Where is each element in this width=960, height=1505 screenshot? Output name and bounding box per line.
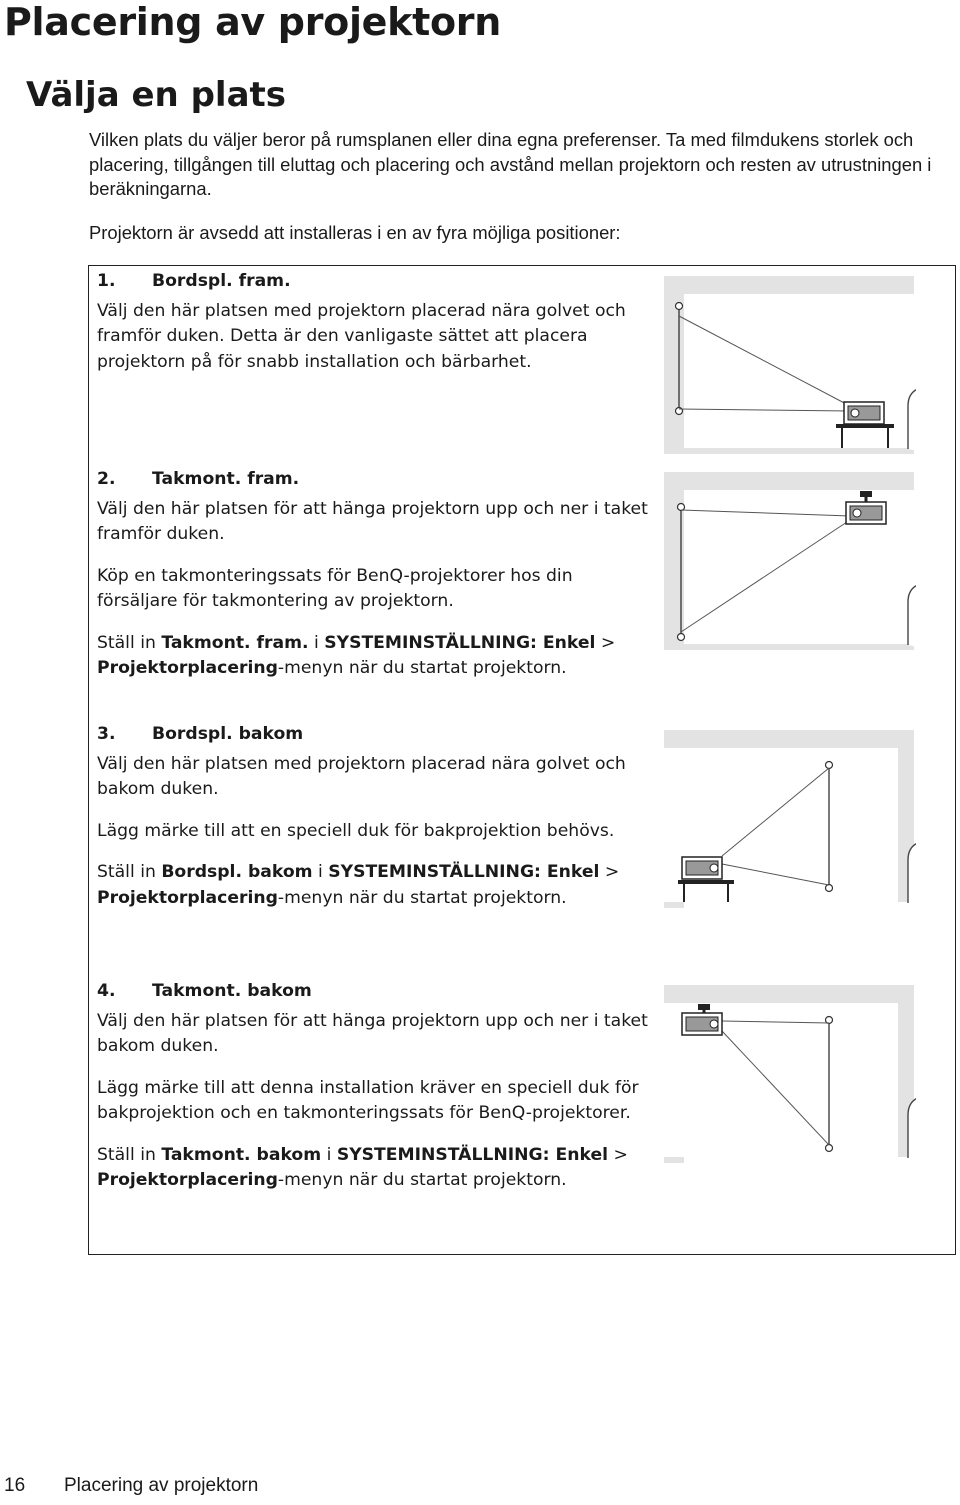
page-title: Placering av projektorn [4, 0, 501, 44]
item-description: Välj den här platsen med projektorn placerad nära golvet och framför duken. Detta är den vanligaste sättet att placera projektorn på för snabb installation och bärbarhet. [97, 300, 626, 372]
item-number: 1. [97, 271, 116, 291]
item-setting-instruction: Ställ in Takmont. fram. i SYSTEMINSTÄLLNING: Enkel > Projektorplacering-menyn när du startat projektorn. [97, 632, 616, 678]
position-item-3 [97, 722, 653, 911]
item-number: 4. [97, 981, 116, 1001]
item-description: Välj den här platsen för att hänga projektorn upp och ner i taket bakom duken. [97, 1010, 648, 1056]
floor-rear-diagram [664, 730, 916, 908]
item-description: Välj den här platsen med projektorn placerad nära golvet och bakom duken. [97, 753, 626, 799]
item-number: 2. [97, 469, 116, 489]
item-title: Bordspl. bakom [152, 724, 304, 744]
item-note: Lägg märke till att denna installation kräver en speciell duk för bakprojektion och en takmonteringssats för BenQ-projektorer. [97, 1077, 639, 1123]
item-note: Köp en takmonteringssats för BenQ-projektorer hos din försäljare för takmontering av projektorn. [97, 565, 573, 611]
position-item-4 [97, 979, 653, 1194]
item-setting-instruction: Ställ in Bordspl. bakom i SYSTEMINSTÄLLNING: Enkel > Projektorplacering-menyn när du startat projektorn. [97, 862, 620, 908]
footer-title: Placering av projektorn [64, 1475, 259, 1496]
ceiling-front-diagram [664, 472, 916, 650]
page-number: 16 [4, 1475, 26, 1496]
positions-intro: Projektorn är avsedd att installeras i en av fyra möjliga positioner: [89, 222, 621, 243]
floor-front-diagram [664, 276, 916, 454]
item-number: 3. [97, 724, 116, 744]
item-title: Bordspl. fram. [152, 271, 291, 291]
intro-paragraph: Vilken plats du väljer beror på rumsplanen eller dina egna preferenser. Ta med filmdukens storlek och placering, tillgången till eluttag och placering och avstånd mellan projektorn och resten av utrustningen i beräkningarna. [89, 129, 932, 199]
ceiling-rear-diagram [664, 985, 916, 1163]
position-item-2 [97, 467, 653, 682]
item-title: Takmont. fram. [152, 469, 300, 489]
item-description: Välj den här platsen för att hänga projektorn upp och ner i taket framför duken. [97, 498, 648, 544]
position-item-1 [97, 269, 653, 375]
item-note: Lägg märke till att en speciell duk för bakprojektion behövs. [97, 820, 615, 841]
item-setting-instruction: Ställ in Takmont. bakom i SYSTEMINSTÄLLNING: Enkel > Projektorplacering-menyn när du startat projektorn. [97, 1144, 628, 1190]
item-title: Takmont. bakom [152, 981, 312, 1001]
section-title: Välja en plats [26, 75, 287, 115]
